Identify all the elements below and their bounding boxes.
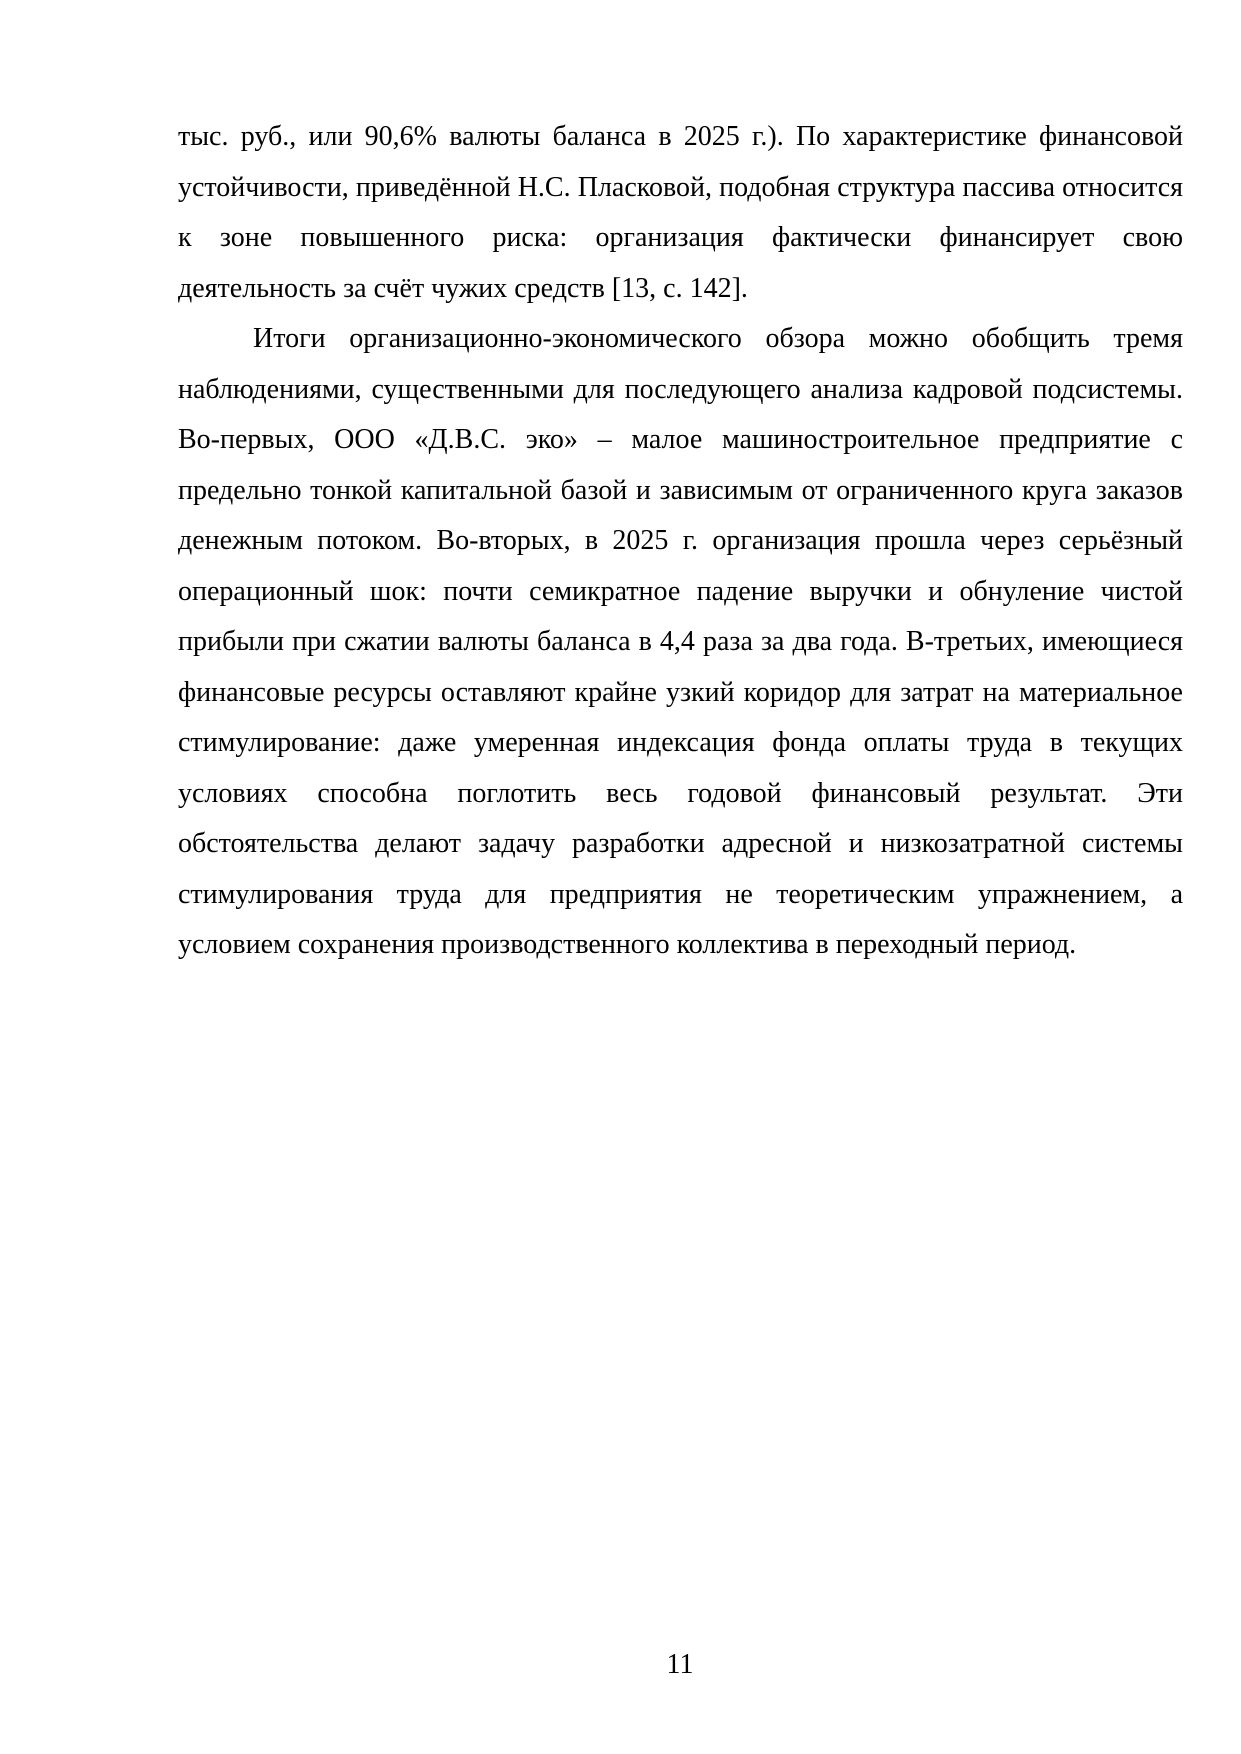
paragraph-continuation: тыс. руб., или 90,6% валюты баланса в 2025 г.). По характеристике финансовой устойчивости, приведённой Н.С. Пласковой, подобная структура пассива относится к зоне повышенного риска: организация фактически финансирует свою деятельность за счёт чужих средств [13, с. 142]. [178, 121, 1183, 304]
paragraph-summary: Итоги организационно-экономического обзора можно обобщить тремя наблюдениями, существенными для последующего анализа кадровой подсистемы. Во-первых, ООО «Д.В.С. эко» – малое машиностроительное предприятие с предельно тонкой капитальной базой и зависимым от ограниченного круга заказов денежным потоком. Во-вторых, в 2025 г. организация прошла через серьёзный операционный шок: почти семикратное падение выручки и обнуление чистой прибыли при сжатии валюты баланса в 4,4 раза за два года. В-третьих, имеющиеся финансовые ресурсы оставляют крайне узкий коридор для затрат на материальное стимулирование: даже умеренная индексация фонда оплаты труда в текущих условиях способна поглотить весь годовой финансовый результат. Эти обстоятельства делают задачу разработки адресной и низкозатратной системы стимулирования труда для предприятия не теоретическим упражнением, а условием сохранения производственного коллектива в переходный период. [178, 323, 1183, 960]
body-text [178, 112, 1183, 971]
page-number: 11 [666, 1649, 694, 1680]
